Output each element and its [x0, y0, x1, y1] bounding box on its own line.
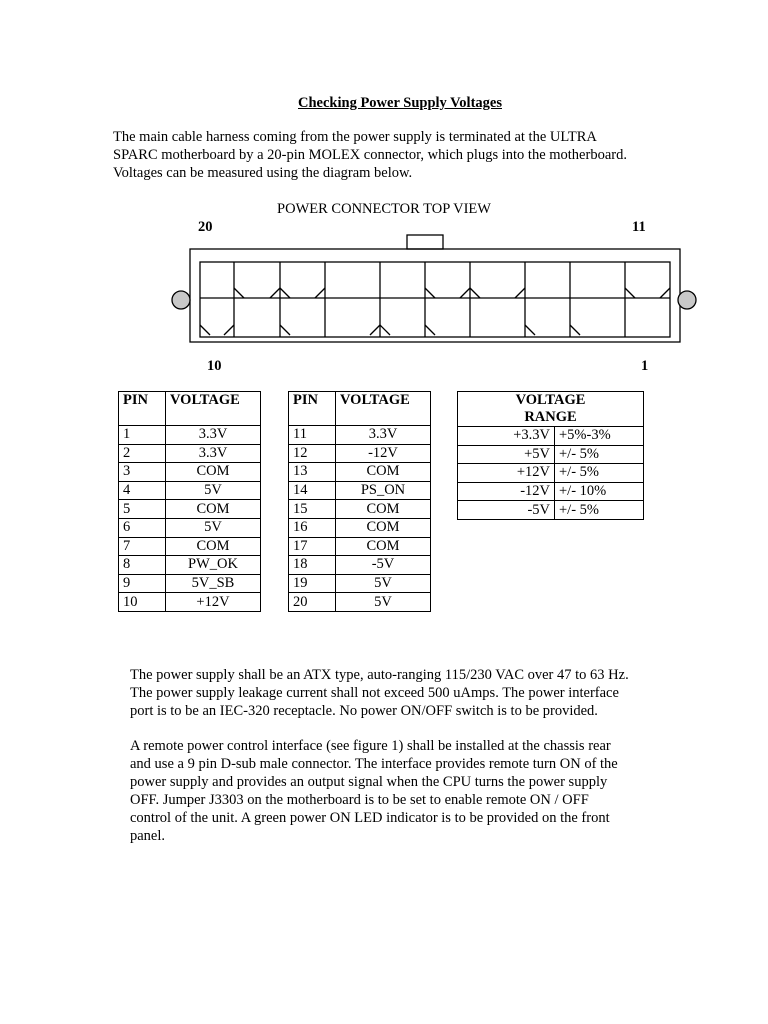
- pin-number: 19: [289, 574, 336, 593]
- pin-label-10: 10: [207, 358, 222, 374]
- paragraph-line: and use a 9 pin D-sub male connector. The interface provides remote turn ON of the: [130, 756, 618, 772]
- page-title: Checking Power Supply Voltages: [298, 95, 502, 111]
- pin-voltage: -12V: [336, 444, 431, 463]
- pin-voltage: 5V: [166, 481, 261, 500]
- pin-voltage: PW_OK: [166, 556, 261, 575]
- paragraph-line: panel.: [130, 828, 166, 844]
- table-row: [458, 464, 644, 483]
- paragraph-line: power supply and provides an output signal when the CPU turns the power supply: [130, 774, 608, 790]
- table-row: [119, 574, 261, 593]
- connector-cavity: [200, 262, 670, 337]
- power-supply-paragraph: [130, 666, 670, 720]
- pin-number: 20: [289, 593, 336, 612]
- pin-voltage: COM: [336, 537, 431, 556]
- range-tolerance: +/- 5%: [555, 464, 644, 483]
- pin-number: 8: [119, 556, 166, 575]
- pin-number: 17: [289, 537, 336, 556]
- column-header-voltage: VOLTAGE: [336, 392, 431, 426]
- table-row: [289, 593, 431, 612]
- table-row: [289, 426, 431, 445]
- range-header-line: VOLTAGE: [515, 392, 586, 408]
- pin-number: 14: [289, 481, 336, 500]
- table-row: [289, 556, 431, 575]
- table-row: [119, 556, 261, 575]
- pin-voltage: 3.3V: [166, 426, 261, 445]
- pin-number: 12: [289, 444, 336, 463]
- pin-label-20: 20: [198, 219, 213, 235]
- table-row: [119, 481, 261, 500]
- table-row: [458, 482, 644, 501]
- table-row: [119, 537, 261, 556]
- pin-number: 6: [119, 518, 166, 537]
- table-row: [119, 500, 261, 519]
- pin-voltage: PS_ON: [336, 481, 431, 500]
- pin-voltage: COM: [336, 518, 431, 537]
- column-header-pin: PIN: [289, 392, 336, 426]
- range-tolerance: +/- 10%: [555, 482, 644, 501]
- table-row: [289, 500, 431, 519]
- table-row: [119, 444, 261, 463]
- range-voltage: -12V: [458, 482, 555, 501]
- table-row: [289, 481, 431, 500]
- pin-voltage: 3.3V: [166, 444, 261, 463]
- column-header-pin: PIN: [119, 392, 166, 426]
- table-row: [289, 518, 431, 537]
- pin-label-1: 1: [641, 358, 649, 374]
- pin-number: 5: [119, 500, 166, 519]
- pin-voltage: 5V: [336, 574, 431, 593]
- intro-line: The main cable harness coming from the power supply is terminated at the ULTRA: [113, 129, 597, 145]
- table-row: [289, 574, 431, 593]
- paragraph-line: The power supply shall be an ATX type, auto-ranging 115/230 VAC over 47 to 63 Hz.: [130, 667, 629, 683]
- table-row: [289, 444, 431, 463]
- pin-voltage: COM: [166, 500, 261, 519]
- range-tolerance: +/- 5%: [555, 445, 644, 464]
- pin-number: 7: [119, 537, 166, 556]
- pin-voltage: 3.3V: [336, 426, 431, 445]
- paragraph-line: A remote power control interface (see figure 1) shall be installed at the chassis rear: [130, 738, 611, 754]
- column-header-voltage: VOLTAGE: [166, 392, 261, 426]
- pin-number: 18: [289, 556, 336, 575]
- range-voltage: +12V: [458, 464, 555, 483]
- pin-number: 11: [289, 426, 336, 445]
- table-row: [458, 501, 644, 520]
- pin-voltage: COM: [166, 537, 261, 556]
- pin-table-11-20: [288, 391, 431, 612]
- remote-control-paragraph: [130, 737, 670, 845]
- pin-number: 2: [119, 444, 166, 463]
- paragraph-line: control of the unit. A green power ON LED indicator is to be provided on the front: [130, 810, 610, 826]
- table-row: [289, 537, 431, 556]
- pin-voltage: 5V: [336, 593, 431, 612]
- pin-number: 10: [119, 593, 166, 612]
- table-row: [458, 427, 644, 446]
- pin-voltage: -5V: [336, 556, 431, 575]
- diagram-title: POWER CONNECTOR TOP VIEW: [277, 201, 491, 217]
- pin-number: 15: [289, 500, 336, 519]
- range-voltage: +3.3V: [458, 427, 555, 446]
- table-row: [119, 518, 261, 537]
- range-tolerance: +5%-3%: [555, 427, 644, 446]
- paragraph-line: The power supply leakage current shall not exceed 500 uAmps. The power interface: [130, 685, 619, 701]
- pin-number: 9: [119, 574, 166, 593]
- pin-number: 4: [119, 481, 166, 500]
- connector-housing: [190, 249, 680, 342]
- range-table-header: [458, 392, 644, 427]
- table-row: [119, 463, 261, 482]
- pin-voltage: 5V: [166, 518, 261, 537]
- power-connector-diagram: [0, 0, 768, 400]
- pin-voltage: COM: [336, 500, 431, 519]
- voltage-range-table: [457, 391, 644, 520]
- pin-voltage: +12V: [166, 593, 261, 612]
- intro-line: SPARC motherboard by a 20-pin MOLEX connector, which plugs into the motherboard.: [113, 147, 627, 163]
- pin-voltage: 5V_SB: [166, 574, 261, 593]
- intro-line: Voltages can be measured using the diagram below.: [113, 165, 413, 181]
- paragraph-line: port is to be an IEC-320 receptacle. No power ON/OFF switch is to be provided.: [130, 703, 598, 719]
- pin-label-11: 11: [632, 219, 646, 235]
- range-voltage: +5V: [458, 445, 555, 464]
- pin-table-1-10: [118, 391, 261, 612]
- range-tolerance: +/- 5%: [555, 501, 644, 520]
- left-mounting-ear: [172, 291, 190, 309]
- range-header-line: RANGE: [524, 409, 577, 425]
- table-row: [119, 593, 261, 612]
- pin-voltage: COM: [336, 463, 431, 482]
- pin-number: 13: [289, 463, 336, 482]
- range-voltage: -5V: [458, 501, 555, 520]
- table-row: [458, 445, 644, 464]
- pin-voltage: COM: [166, 463, 261, 482]
- pin-number: 3: [119, 463, 166, 482]
- right-mounting-ear: [678, 291, 696, 309]
- connector-latch: [407, 235, 443, 249]
- table-row: [119, 426, 261, 445]
- paragraph-line: OFF. Jumper J3303 on the motherboard is to be set to enable remote ON / OFF: [130, 792, 589, 808]
- pin-number: 16: [289, 518, 336, 537]
- pin-number: 1: [119, 426, 166, 445]
- table-row: [289, 463, 431, 482]
